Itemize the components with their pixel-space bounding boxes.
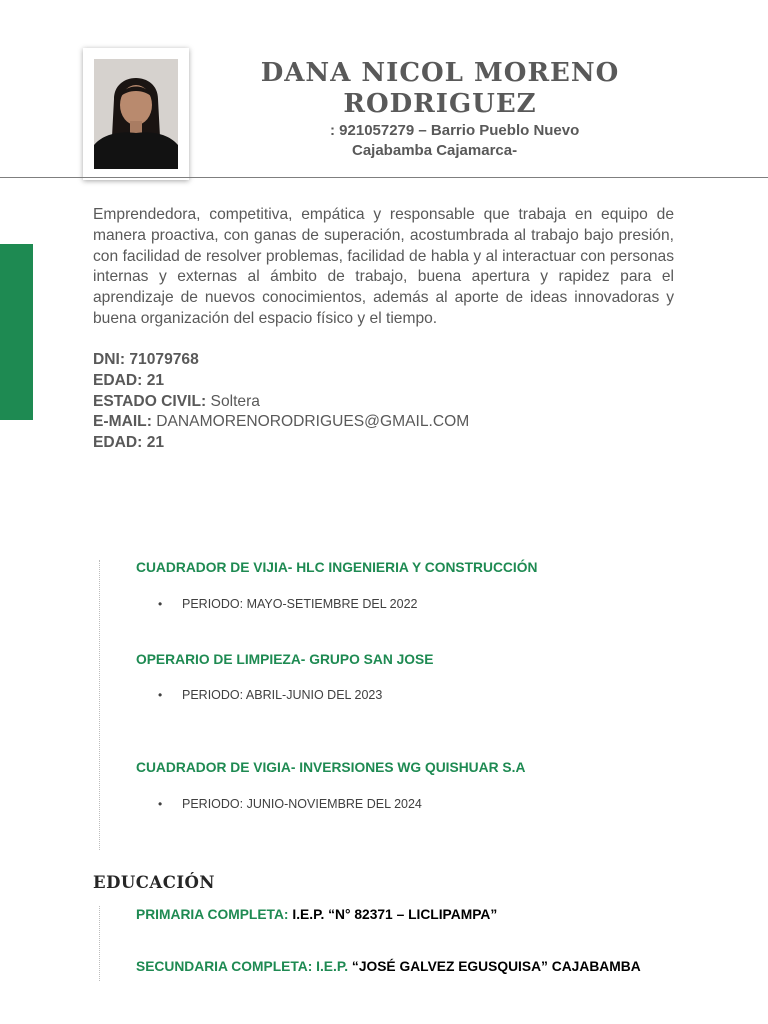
education-item: SECUNDARIA COMPLETA: I.E.P. “JOSÉ GALVEZ EGUSQUISA” CAJABAMBA xyxy=(136,959,641,974)
profile-summary: Emprendedora, competitiva, empática y responsable que trabaja en equipo de manera proactiva, con ganas de superación, acostumbrada al trabajo bajo presión, con facilidad de resolver problemas, facilidad de habla y al interactuar con personas internas y externas al ámbito de trabajo, buena apertura y rapidez para el aprendizaje de nuevos conocimientos, además al aporte de ideas innovadoras y buena organización del espacio físico y el tiempo. xyxy=(93,206,674,327)
contact-city: Cajabamba Cajamarca- xyxy=(352,142,518,159)
bullet-icon: • xyxy=(158,797,163,811)
job-period: • PERIODO: ABRIL-JUNIO DEL 2023 xyxy=(158,688,383,702)
job-title: CUADRADOR DE VIGIA- INVERSIONES WG QUISHUAR S.A xyxy=(136,760,526,775)
education-item: PRIMARIA COMPLETA: I.E.P. “N° 82371 – LICLIPAMPA” xyxy=(136,907,498,922)
job-title: CUADRADOR DE VIJIA- HLC INGENIERIA Y CONSTRUCCIÓN xyxy=(136,560,538,575)
age-line-repeat: EDAD: 21 xyxy=(93,434,165,452)
education-timeline xyxy=(99,906,100,981)
bullet-icon: • xyxy=(158,597,163,611)
contact-phone-address: : 921057279 – Barrio Pueblo Nuevo xyxy=(330,122,580,139)
contact-info xyxy=(330,121,630,161)
profile-photo-frame xyxy=(83,48,189,180)
profile-photo xyxy=(94,59,178,169)
job-title: OPERARIO DE LIMPIEZA- GRUPO SAN JOSE xyxy=(136,652,434,667)
bullet-icon: • xyxy=(158,688,163,702)
header-divider xyxy=(0,177,768,178)
accent-bar xyxy=(0,244,33,420)
age-line: EDAD: 21 xyxy=(93,371,165,389)
education-heading: EDUCACIÓN xyxy=(93,873,216,892)
civil-status-line: ESTADO CIVIL: Soltera xyxy=(93,392,260,410)
experience-timeline xyxy=(99,560,100,850)
candidate-name: DANA NICOL MORENO RODRIGUEZ xyxy=(260,58,620,119)
email-line: E-MAIL: DANAMORENORODRIGUES@GMAIL.COM xyxy=(93,413,470,431)
dni-line: DNI: 71079768 xyxy=(93,351,199,368)
personal-details xyxy=(93,350,469,454)
job-period: • PERIODO: JUNIO-NOVIEMBRE DEL 2024 xyxy=(158,797,422,811)
job-period: • PERIODO: MAYO-SETIEMBRE DEL 2022 xyxy=(158,597,418,611)
